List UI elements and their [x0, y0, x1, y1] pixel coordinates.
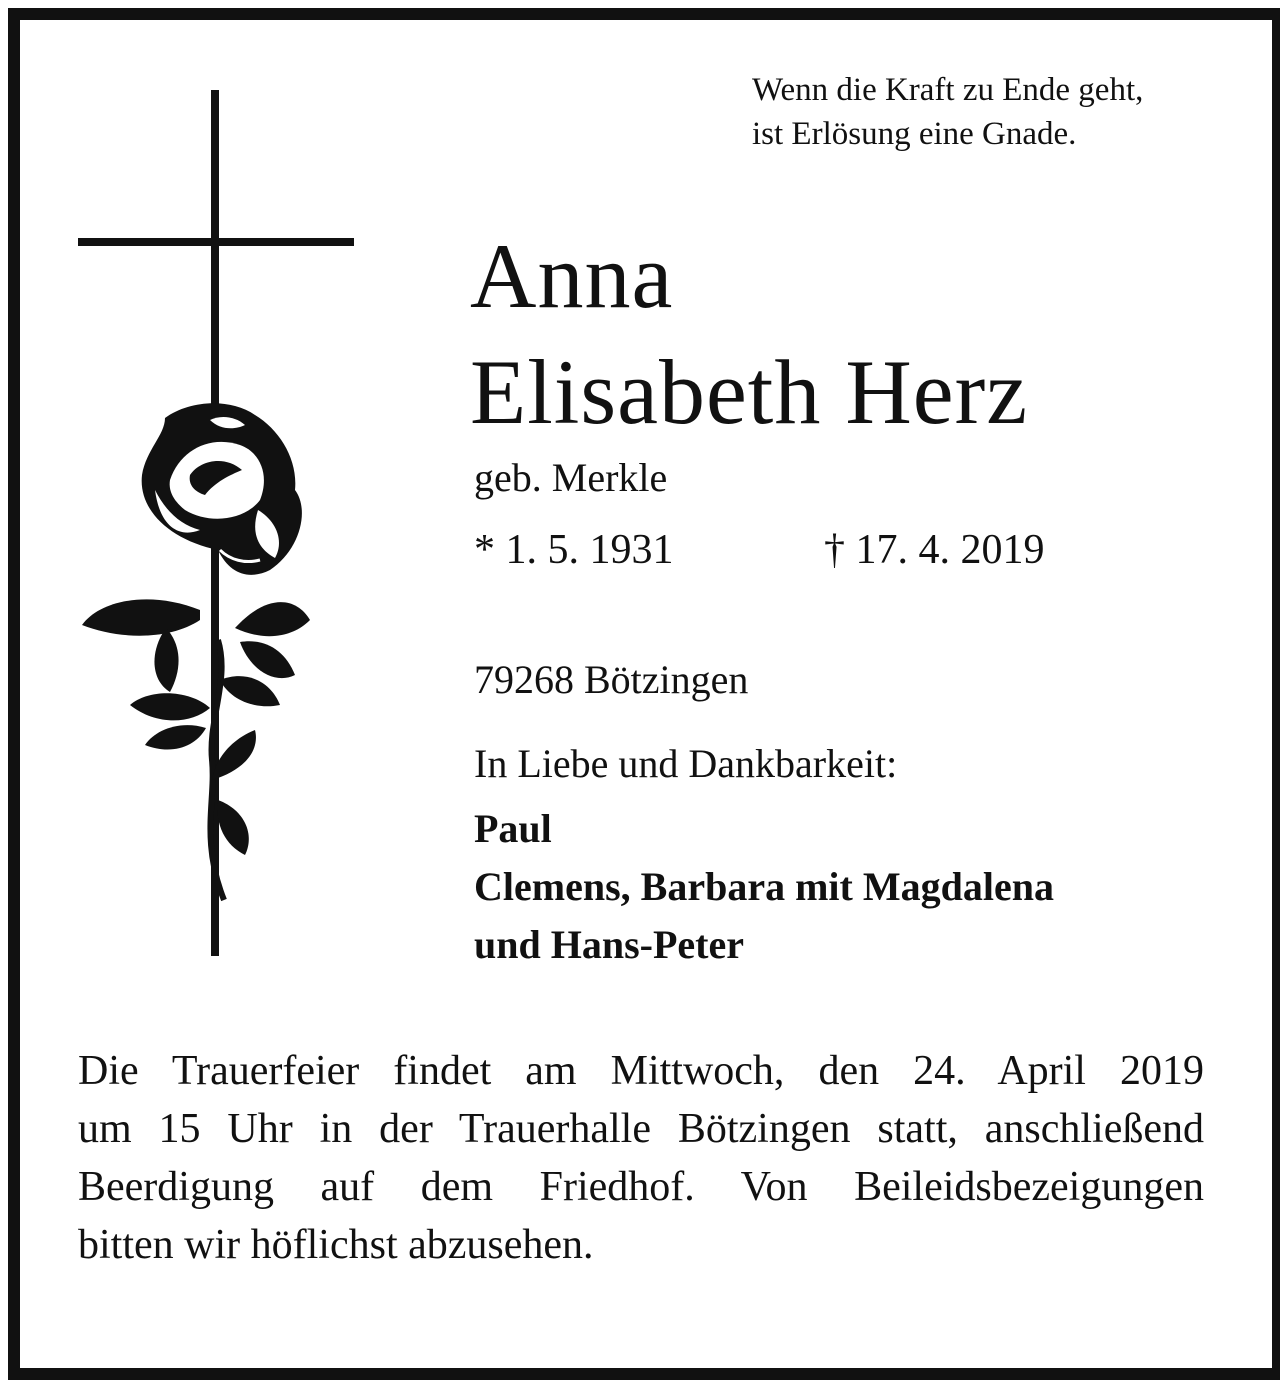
life-dates: [474, 522, 1174, 578]
residence-place: 79268 Bötzingen: [474, 657, 749, 702]
funeral-notice-line: um 15 Uhr in der Trauerhalle Bötzingen statt, anschließend: [78, 1106, 1204, 1152]
deceased-name-line-2: Elisabeth Herz: [470, 341, 1029, 443]
mourners-intro: In Liebe und Dankbarkeit:: [474, 741, 898, 786]
mourner-line: Paul: [474, 806, 552, 851]
cross-horizontal-beam: [78, 238, 354, 246]
mourner-line: und Hans-Peter: [474, 922, 744, 967]
cross-with-rose-icon: [70, 80, 370, 970]
maiden-name: geb. Merkle: [474, 455, 668, 500]
rose-leaves: [82, 599, 310, 855]
motto-line-1: Wenn die Kraft zu Ende geht,: [752, 72, 1144, 108]
funeral-notice: [78, 1042, 1204, 1274]
mourner-line: Clemens, Barbara mit Magdalena: [474, 864, 1054, 909]
mourners-list: [474, 800, 1054, 974]
death-date: † 17. 4. 2019: [824, 527, 1045, 573]
deceased-first-name: Anna: [470, 225, 674, 327]
birth-date: * 1. 5. 1931: [474, 527, 674, 573]
motto-line-2: ist Erlösung eine Gnade.: [752, 116, 1077, 152]
funeral-notice-line: bitten wir höflichst abzusehen.: [78, 1222, 594, 1268]
funeral-notice-line: Die Trauerfeier findet am Mittwoch, den 24. April 2019: [78, 1048, 1204, 1094]
motto-quote: [752, 68, 1222, 156]
rose-bloom: [142, 403, 302, 575]
funeral-notice-line: Beerdigung auf dem Friedhof. Von Beileidsbezeigungen: [78, 1164, 1204, 1210]
deceased-name: [470, 218, 1028, 450]
